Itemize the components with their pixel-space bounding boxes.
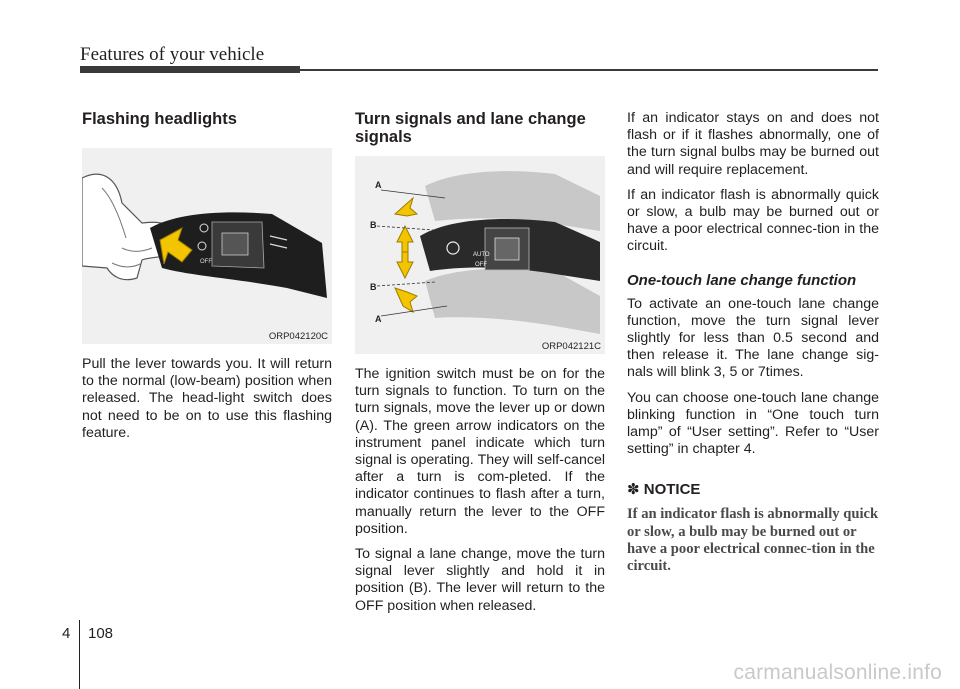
paragraph-flashing-headlights: Pull the lever towards you. It will return to the normal (low-beam) position when released. The head-light switch does not need to be on to use this flashing feature. (82, 356, 332, 441)
notice-title: ✽ NOTICE (627, 481, 701, 499)
label-b-top: B (370, 220, 377, 230)
page-chapter: 4 (62, 625, 71, 642)
figure-flashing-headlights (82, 148, 332, 344)
figure-turn-signals (355, 156, 605, 354)
footer-divider (79, 620, 80, 689)
paragraph-indicator-1: If an indicator stays on and does not flash or if it flashes abnormally, one of the turn signal bulbs may be burned out and will require replacement. (627, 110, 879, 178)
page-header-title: Features of your vehicle (80, 44, 265, 65)
lever-hand-illustration (82, 148, 332, 344)
page-number: 108 (88, 625, 114, 642)
figure-code: ORP042120C (268, 331, 328, 342)
turn-signal-lever-illustration (355, 156, 605, 354)
section-heading-flashing-headlights: Flashing headlights (82, 110, 237, 128)
subheading-one-touch: One-touch lane change function (627, 271, 857, 289)
paragraph-one-touch-1: To activate an one-touch lane change function, move the turn signal lever slightly for less than 0.5 second and then release it. The lane change sig-nals will blink 3, 5 or 7times. (627, 295, 879, 381)
watermark: carmanualsonline.info (733, 661, 942, 684)
paragraph-turn-signals-1: The ignition switch must be on for the turn signals to function. To turn on the turn signals, move the lever up or down (A). The green arrow indicators on the instrument panel indicate which turn signal is operating. They will self-cancel after a turn is com-pleted. If the indicator continues to flash after a turn, manually return the lever to the OFF position. (355, 366, 605, 537)
paragraph-indicator-2: If an indicator flash is abnormally quick or slow, a bulb may be burned out or have a poor electrical connec-tion in the circuit. (627, 186, 879, 255)
label-a-top: A (375, 180, 382, 190)
header-bar (80, 66, 300, 73)
label-b-bottom: B (370, 282, 377, 292)
notice-text: If an indicator flash is abnormally quick or slow, a bulb may be burned out or have a poor electrical connec-tion in the circuit. (627, 506, 879, 575)
svg-text:OFF: OFF (200, 259, 212, 265)
figure-code: ORP042121C (541, 341, 601, 352)
section-heading-turn-signals: Turn signals and lane change signals (355, 110, 586, 146)
paragraph-turn-signals-2: To signal a lane change, move the turn signal lever slightly and hold it in position (B). The lever will return to the OFF position when released. (355, 546, 605, 614)
svg-text:AUTO: AUTO (473, 252, 490, 258)
svg-text:OFF: OFF (475, 262, 487, 268)
header-rule (300, 69, 878, 71)
column-flashing-headlights (82, 110, 332, 450)
paragraph-one-touch-2: You can choose one-touch lane change blinking function in “One touch turn lamp” of “User setting”. Refer to “User setting” in chapter 4. (627, 389, 879, 458)
column-indicator-info (627, 110, 879, 575)
column-turn-signals (355, 110, 605, 623)
label-a-bottom: A (375, 314, 382, 324)
